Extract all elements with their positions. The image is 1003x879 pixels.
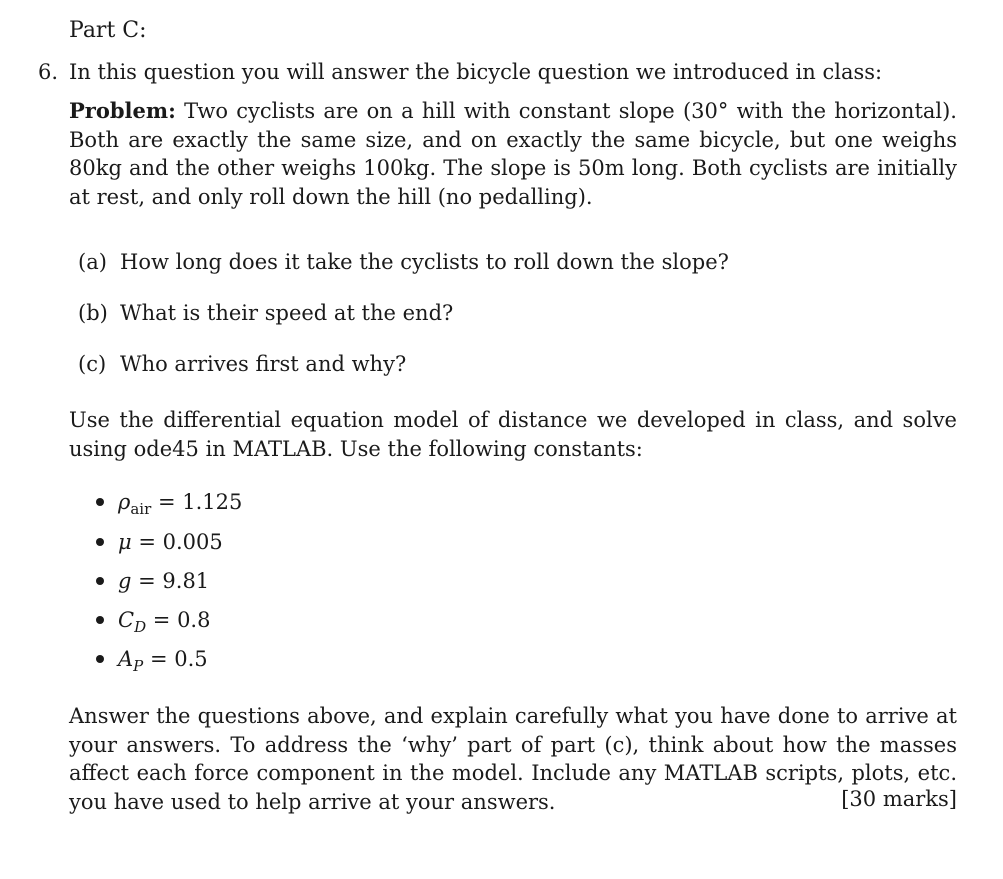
- bullet-icon: [96, 616, 104, 624]
- subquestion-b: [78, 301, 453, 325]
- constant-subscript: air: [130, 500, 152, 518]
- marks-label: [30 marks]: [841, 787, 957, 811]
- constant-symbol: ρ: [118, 490, 131, 514]
- question-intro: In this question you will answer the bicycle question we introduced in class:: [69, 60, 883, 84]
- problem-label: Problem:: [69, 98, 176, 123]
- constant-symbol: A: [118, 647, 134, 671]
- subquestion-text: How long does it take the cyclists to roll down the slope?: [120, 250, 729, 274]
- subquestion-text: What is their speed at the end?: [120, 301, 454, 325]
- constant-subscript: P: [133, 657, 144, 675]
- constant-value: = 0.5: [149, 647, 208, 671]
- subquestion-text: Who arrives first and why?: [120, 352, 407, 376]
- constant-mu: [96, 530, 223, 554]
- bullet-icon: [96, 577, 104, 585]
- constant-rho-air: [96, 490, 243, 518]
- subquestion-label: (b): [78, 301, 108, 325]
- constant-value: = 1.125: [157, 490, 243, 514]
- closing-instructions: Answer the questions above, and explain carefully what you have done to arrive at your answers. To address the ‘why’ part of part (c), think about how the masses affect each force component in the model. Include any MATLAB scripts, plots, etc. you have used to help arrive at your answers.: [69, 704, 957, 814]
- subquestion-label: (c): [78, 352, 107, 376]
- constant-ap: [96, 647, 208, 675]
- bullet-icon: [96, 655, 104, 663]
- bullet-icon: [96, 498, 104, 506]
- constant-cd: [96, 608, 211, 636]
- constant-symbol: C: [118, 608, 135, 632]
- subquestion-label: (a): [78, 250, 107, 274]
- instructions: Use the differential equation model of distance we developed in class, and solve using ode45 in MATLAB. Use the following constants:: [69, 408, 957, 461]
- question-number: 6.: [38, 60, 59, 84]
- constant-symbol: g: [118, 569, 132, 593]
- problem-statement: [69, 97, 957, 211]
- constant-value: = 0.005: [138, 530, 223, 554]
- constant-subscript: D: [134, 618, 147, 636]
- constant-symbol: μ: [118, 530, 132, 554]
- part-title: Part C:: [69, 18, 147, 43]
- subquestion-a: [78, 250, 729, 274]
- constant-value: = 0.8: [152, 608, 211, 632]
- problem-text: Two cyclists are on a hill with constant slope (30° with the horizontal). Both are exactly the same size, and on exactly the same bicycle, but one weighs 80kg and the other weighs 100kg. The slope is 50m long. Both cyclists are initially at rest, and only roll down the hill (no pedalling).: [69, 99, 957, 209]
- subquestion-c: [78, 352, 406, 376]
- bullet-icon: [96, 538, 104, 546]
- constant-value: = 9.81: [138, 569, 210, 593]
- constant-g: [96, 569, 209, 593]
